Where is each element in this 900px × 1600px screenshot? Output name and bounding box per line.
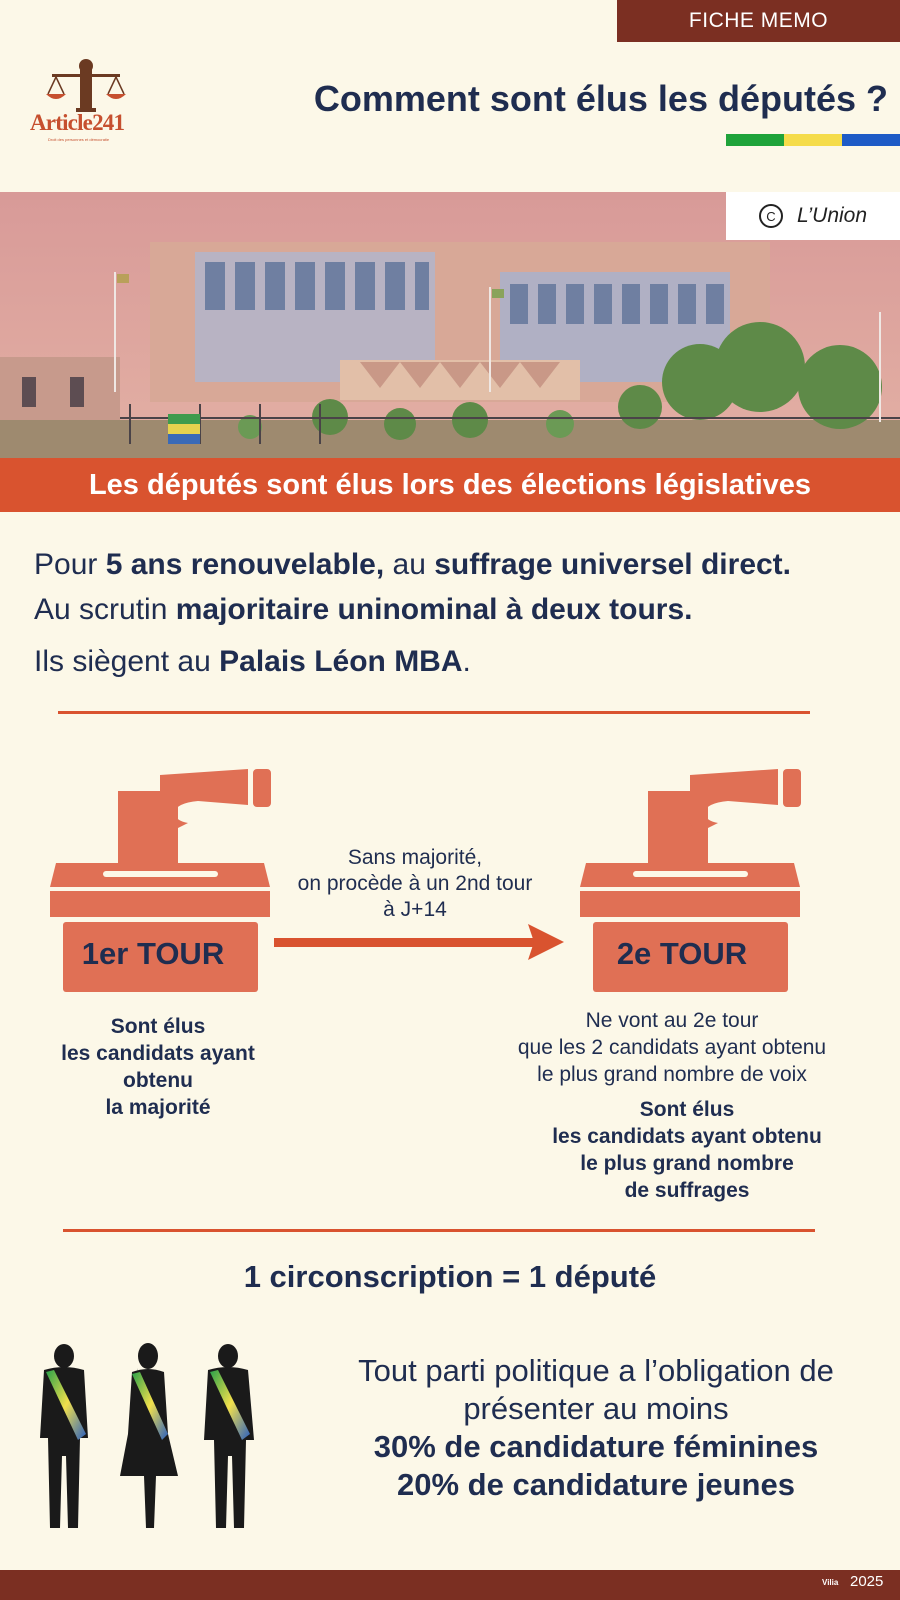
- photo-credit: [726, 192, 900, 240]
- note-line: Ne vont au 2e tour: [585, 1009, 759, 1032]
- transition-line: à J+14: [383, 898, 447, 921]
- intro-text: Pour: [34, 548, 106, 581]
- second-round-result: [520, 1096, 854, 1204]
- circonscription-statement: 1 circonscription = 1 député: [243, 1259, 657, 1294]
- flag-yellow: [784, 134, 842, 146]
- flag-color-bar: [726, 134, 900, 146]
- intro-text: Ils siègent au: [34, 645, 220, 678]
- arrow-right-icon: [274, 920, 566, 964]
- elections-banner: Les députés sont élus lors des élections législatives: [0, 458, 900, 512]
- quota-statement: [316, 1352, 876, 1504]
- logo-wordmark: Article241: [30, 110, 125, 135]
- logo-tagline: Droit des personnes et démocratie: [48, 137, 110, 142]
- flag-blue: [842, 134, 900, 146]
- intro-line-term: [34, 548, 894, 582]
- copyright-icon: C: [759, 204, 783, 228]
- transition-line: Sans majorité,: [347, 846, 483, 869]
- fiche-memo-tag: FICHE MEMO: [617, 0, 900, 42]
- quota-line: présenter au moins: [463, 1391, 729, 1426]
- result-line: les candidats ayant obtenu: [552, 1125, 822, 1148]
- result-line: le plus grand nombre: [580, 1152, 794, 1175]
- divider: [63, 1229, 815, 1232]
- photo-credit-text: L’Union: [796, 204, 868, 227]
- result-line: Sont élus: [639, 1098, 735, 1121]
- quota-women: 30% de candidature féminines: [373, 1429, 819, 1464]
- intro-line-scrutin: [34, 593, 894, 627]
- intro-text: au: [384, 548, 435, 581]
- quota-line: Tout parti politique a l’obligation de: [358, 1353, 834, 1388]
- intro-line-palais: [34, 645, 894, 679]
- result-line: la majorité: [105, 1096, 211, 1119]
- intro-bold: suffrage universel direct.: [434, 548, 792, 581]
- first-round-label: 1er TOUR: [81, 936, 225, 971]
- first-round-result: [40, 1013, 276, 1121]
- flag-green: [726, 134, 784, 146]
- intro-text: Au scrutin: [34, 593, 176, 626]
- note-line: le plus grand nombre de voix: [537, 1063, 807, 1086]
- transition-note: [275, 845, 555, 923]
- intro-bold: 5 ans renouvelable,: [105, 548, 385, 581]
- result-line: Sont élus: [110, 1015, 206, 1038]
- divider: [58, 711, 810, 714]
- transition-line: on procède à un 2nd tour: [297, 872, 533, 895]
- footer-mark: Vilia: [822, 1578, 839, 1587]
- footer-bar: [0, 1570, 900, 1600]
- second-round-note: [490, 1007, 854, 1088]
- footer-year: 2025: [850, 1573, 884, 1590]
- note-line: que les 2 candidats ayant obtenu: [517, 1036, 827, 1059]
- page-title: Comment sont élus les députés ?: [313, 78, 888, 119]
- second-round-label: 2e TOUR: [616, 936, 748, 971]
- quota-youth: 20% de candidature jeunes: [397, 1467, 795, 1502]
- deputies-silhouettes-icon: [28, 1338, 280, 1538]
- intro-bold: Palais Léon MBA: [219, 645, 463, 678]
- result-line: de suffrages: [624, 1179, 750, 1202]
- intro-bold: majoritaire uninominal à deux tours.: [175, 593, 693, 626]
- result-line: les candidats ayant: [61, 1042, 255, 1065]
- result-line: obtenu: [123, 1069, 193, 1092]
- intro-text: .: [462, 645, 471, 678]
